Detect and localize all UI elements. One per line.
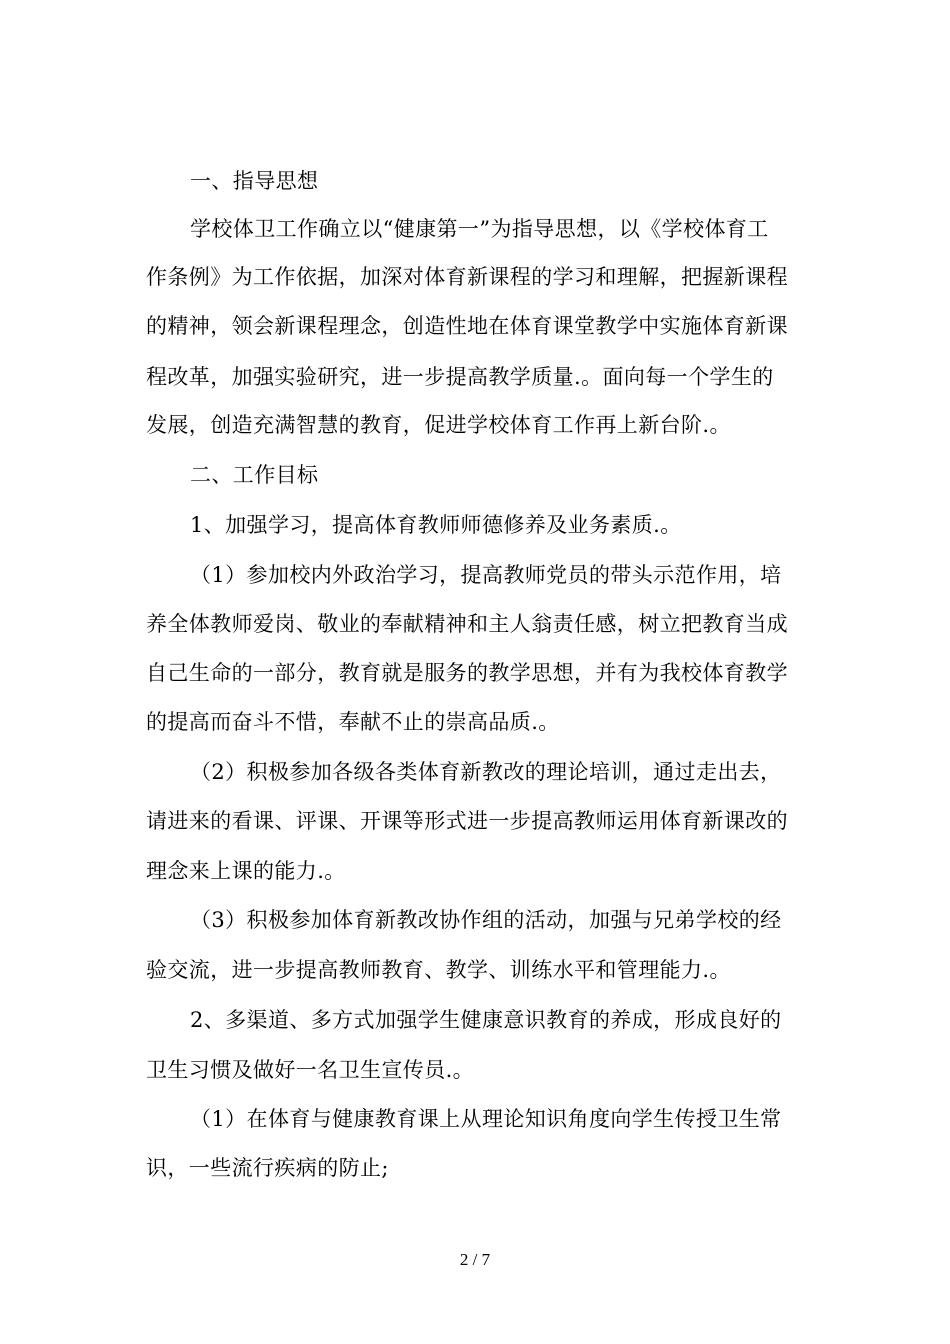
paragraph-line: 的提高而奋斗不惜，奉献不止的崇高品质.。 [146,710,560,734]
paragraph-line: 卫生习惯及做好一名卫生宣传员.。 [146,1058,475,1082]
paragraph-line: 理念来上课的能力.。 [146,859,346,883]
list-item-heading: 2、多渠道、多方式加强学生健康意识教育的养成，形成良好的 [190,1008,782,1032]
list-item-heading: 1、加强学习，提高体育教师师德修养及业务素质.。 [190,513,682,537]
paragraph-line: 的精神，领会新课程理念，创造性地在体育课堂教学中实施体育新课 [146,314,788,338]
paragraph-line: （2）积极参加各级各类体育新教改的理论培训，通过走出去， [190,760,782,784]
paragraph-line: （1）在体育与健康教育课上从理论知识角度向学生传授卫生常 [190,1107,782,1131]
paragraph-line: 请进来的看课、评课、开课等形式进一步提高教师运用体育新课改的 [146,809,788,833]
paragraph-line: 作条例》为工作依据，加深对体育新课程的学习和理解，把握新课程 [146,265,788,289]
section-heading-1: 一、指导思想 [190,169,319,193]
paragraph-line: 养全体教师爱岗、敬业的奉献精神和主人翁责任感，树立把教育当成 [146,612,788,636]
paragraph-line: 自己生命的一部分，教育就是服务的教学思想，并有为我校体育教学 [146,661,788,685]
page-number: 2 / 7 [459,1250,491,1269]
paragraph-line: （3）积极参加体育新教改协作组的活动，加强与兄弟学校的经 [190,908,782,932]
paragraph-line: 程改革，加强实验研究，进一步提高教学质量.。面向每一个学生的 [146,365,774,389]
paragraph-line: （1）参加校内外政治学习，提高教师党员的带头示范作用，培 [190,563,782,587]
paragraph-line: 识，一些流行疾病的防止; [146,1156,389,1180]
paragraph-line: 验交流，进一步提高教师教育、教学、训练水平和管理能力.。 [146,958,731,982]
paragraph-line: 学校体卫工作确立以“健康第一”为指导思想，以《学校体育工 [190,217,769,241]
paragraph-line: 发展，创造充满智慧的教育，促进学校体育工作再上新台阶.。 [146,413,731,437]
section-heading-2: 二、工作目标 [190,463,319,487]
